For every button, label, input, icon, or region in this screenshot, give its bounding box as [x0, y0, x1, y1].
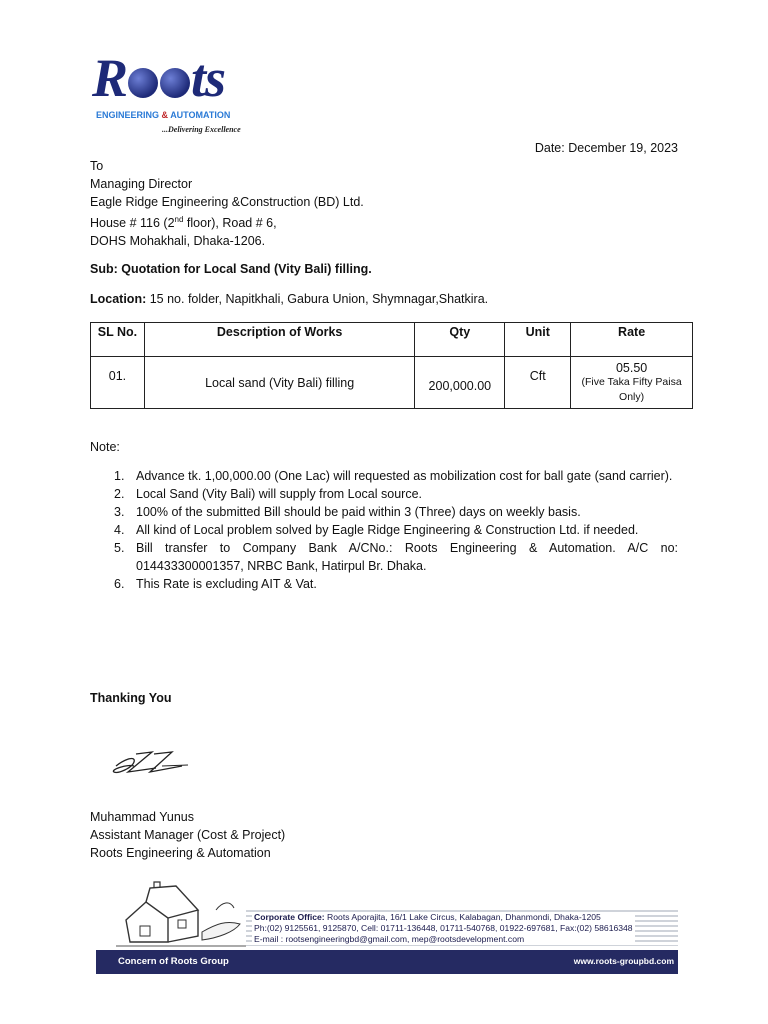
recipient-address — [90, 157, 364, 250]
header-description: Description of Works — [144, 323, 414, 357]
footer-office-address: Roots Aporajita, 16/1 Lake Circus, Kalabagan, Dhanmondi, Dhaka-1205 — [324, 912, 601, 922]
header-qty: Qty — [415, 323, 505, 357]
letter-date: Date: December 19, 2023 — [534, 141, 678, 155]
address-line-1-post: floor), Road # 6, — [183, 216, 277, 231]
cell-description: Local sand (Vity Bali) filling — [144, 357, 414, 409]
footer-office-label: Corporate Office: — [254, 912, 325, 922]
list-item — [114, 503, 678, 521]
recipient-title: Managing Director — [90, 177, 193, 191]
notes-list — [114, 467, 678, 593]
rate-value: 05.50 — [615, 360, 648, 375]
rate-in-words: (Five Taka Fifty Paisa Only) — [581, 375, 682, 403]
list-item — [114, 539, 678, 575]
recipient-company: Eagle Ridge Engineering &Construction (BD) Ltd. — [90, 195, 364, 209]
list-item — [114, 485, 678, 503]
logo-subtitle-automation: AUTOMATION — [170, 110, 231, 120]
cell-unit: Cft — [505, 357, 571, 409]
signatory-block — [90, 808, 285, 862]
cell-qty: 200,000.00 — [415, 357, 505, 409]
recipient-address-line-1 — [90, 211, 364, 232]
note-number: 5. — [114, 541, 125, 555]
logo-subtitle-amp: & — [159, 110, 171, 120]
footer-concern: Concern of Roots Group — [118, 956, 229, 967]
note-number: 2. — [114, 487, 125, 501]
header-rate: Rate — [571, 323, 693, 357]
note-number: 4. — [114, 523, 125, 537]
logo-globe-icon — [128, 68, 158, 98]
note-number: 1. — [114, 469, 125, 483]
header-sl-no: SL No. — [91, 323, 145, 357]
note-text: 100% of the submitted Bill should be paid within 3 (Three) days on weekly basis. — [136, 505, 581, 519]
note-text: All kind of Local problem solved by Eagle Ridge Engineering & Construction Ltd. if needed. — [136, 523, 639, 537]
note-text-line-2: 014433300001357, NRBC Bank, Hatirpul Br. Dhaka. — [136, 559, 427, 573]
location-value: 15 no. folder, Napitkhali, Gabura Union, Shymnagar,Shatkira. — [146, 292, 489, 306]
closing-text: Thanking You — [90, 691, 172, 705]
table-row — [91, 357, 693, 409]
quotation-table — [90, 322, 693, 409]
list-item — [114, 467, 678, 485]
subject-line: Sub: Quotation for Local Sand (Vity Bali) filling. — [90, 262, 372, 276]
company-logo — [92, 48, 257, 140]
logo-subtitle — [96, 110, 230, 120]
location-line — [90, 292, 488, 306]
note-text: This Rate is excluding AIT & Vat. — [136, 577, 317, 591]
location-label: Location: — [90, 292, 147, 306]
note-text: Local Sand (Vity Bali) will supply from Local source. — [136, 487, 423, 501]
recipient-address-line-2: DOHS Mohakhali, Dhaka-1206. — [90, 234, 266, 249]
list-item — [114, 575, 678, 593]
recipient-to: To — [90, 159, 104, 173]
letterhead-footer — [96, 880, 678, 975]
footer-bar — [96, 950, 678, 974]
cell-rate — [571, 357, 693, 409]
footer-phone: Ph:(02) 9125561, 9125870, Cell: 01711-136448, 01711-540768, 01922-697681, Fax:(02) 58616348 — [254, 923, 633, 933]
table-header-row — [91, 323, 693, 357]
signatory-designation: Assistant Manager (Cost & Project) — [90, 828, 286, 842]
header-unit: Unit — [505, 323, 571, 357]
house-sketch-icon — [106, 880, 256, 952]
footer-contact — [252, 912, 635, 945]
footer-email: E-mail : rootsengineeringbd@gmail.com, mep@rootsdevelopment.com — [254, 934, 525, 944]
address-line-1-pre: House # 116 (2 — [90, 216, 175, 231]
signatory-company: Roots Engineering & Automation — [90, 846, 271, 860]
note-label: Note: — [90, 440, 120, 454]
list-item — [114, 521, 678, 539]
logo-globe-icon — [160, 68, 190, 98]
note-text-line-1: Bill transfer to Company Bank A/CNo.: Roots Engineering & Automation. A/C no: — [136, 541, 678, 555]
signatory-name: Muhammad Yunus — [90, 810, 194, 824]
address-line-1-sup: nd — [174, 215, 184, 224]
cell-sl-no: 01. — [91, 357, 145, 409]
note-number: 6. — [114, 577, 125, 591]
logo-subtitle-engineering: ENGINEERING — [96, 110, 160, 120]
note-text: Advance tk. 1,00,000.00 (One Lac) will requested as mobilization cost for ball gate (sand carrier). — [136, 469, 673, 483]
logo-wordmark: R ts — [92, 48, 226, 108]
footer-office-line — [254, 912, 633, 923]
note-number: 3. — [114, 505, 125, 519]
signature-image — [92, 728, 252, 798]
footer-website: www.roots-groupbd.com — [573, 956, 674, 966]
logo-tagline: ...Delivering Excellence — [162, 125, 241, 134]
